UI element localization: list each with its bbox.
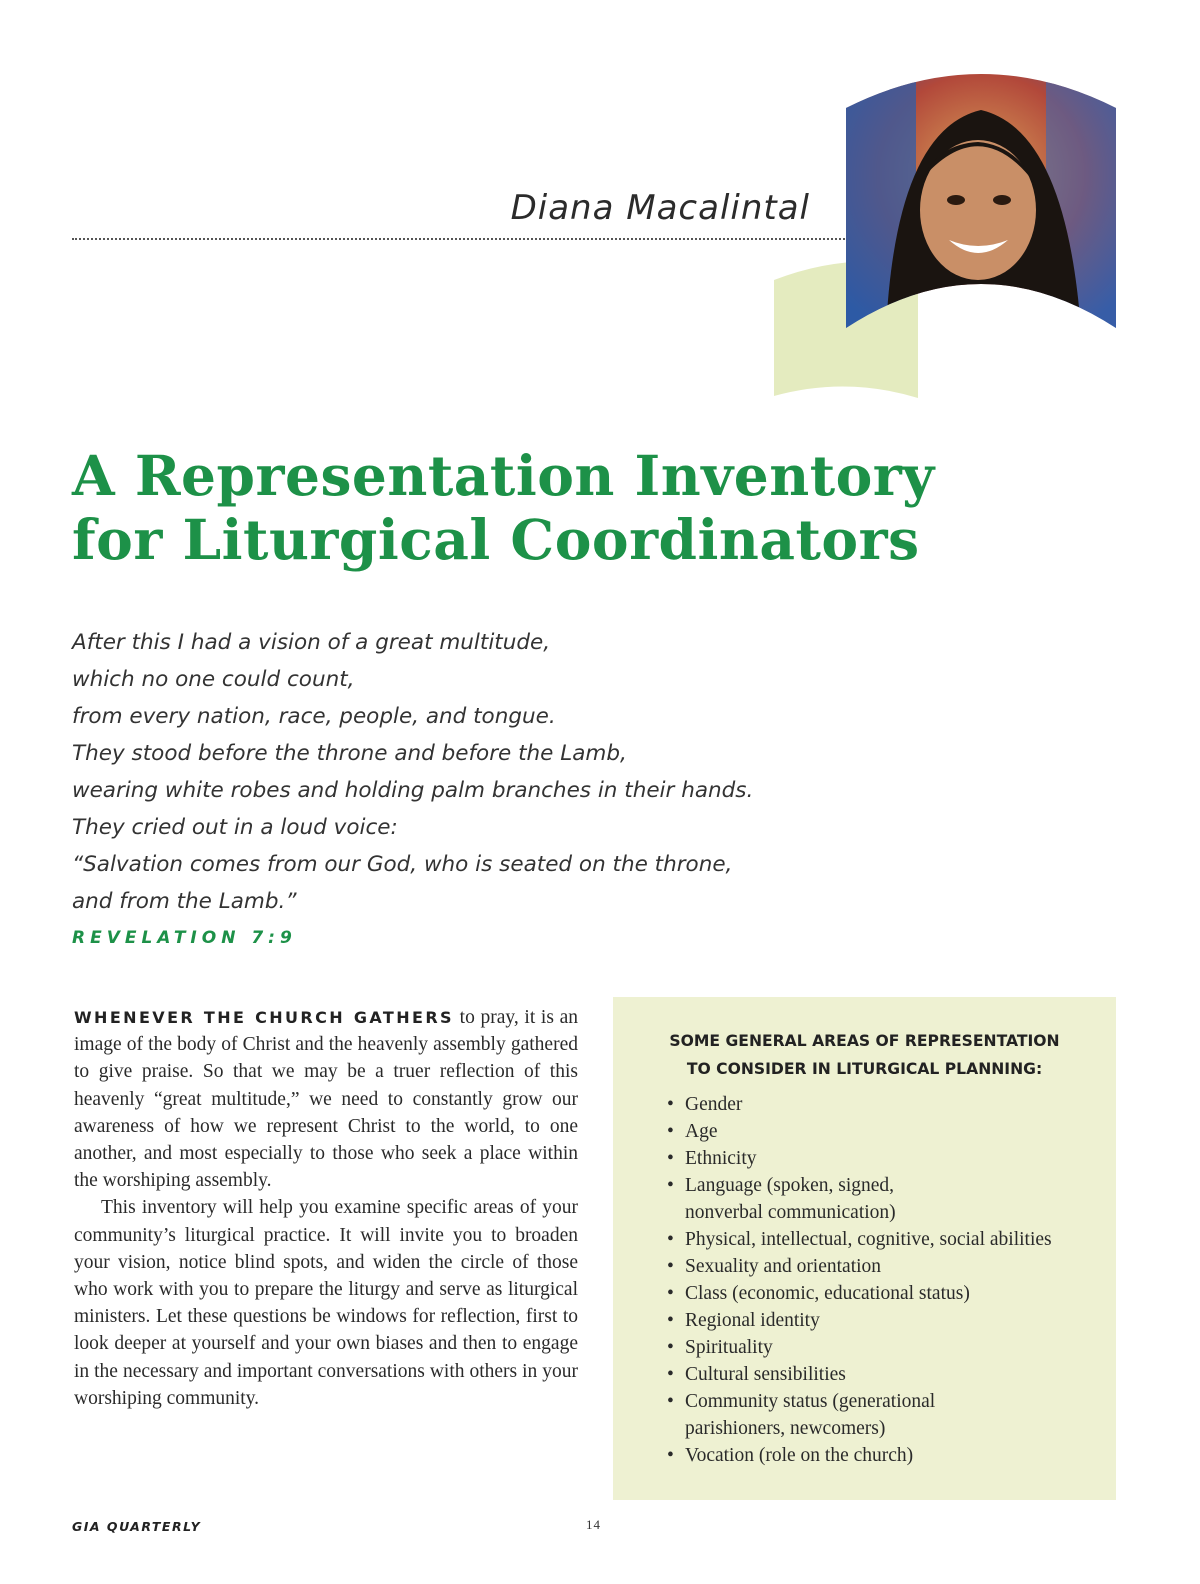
author-portrait [846, 70, 1116, 330]
article-title [72, 444, 972, 572]
epigraph-line: wearing white robes and holding palm branches in their hands. [72, 778, 754, 803]
title-line-1: A Representation Inventory [72, 443, 935, 508]
list-item: • Age [685, 1118, 1052, 1145]
list-item: • Community status (generational parishioners, newcomers) [685, 1388, 965, 1442]
list-item: • Physical, intellectual, cognitive, social abilities [685, 1226, 1052, 1253]
list-item: • Vocation (role on the church) [685, 1442, 1052, 1469]
epigraph-line: which no one could count, [72, 667, 355, 692]
list-item: • Ethnicity [685, 1145, 1052, 1172]
body-paragraph-1 [74, 1004, 578, 1194]
list-item: • Gender [685, 1091, 1052, 1118]
sidebar-heading [613, 1027, 1116, 1083]
sidebar-heading-line-2: TO CONSIDER IN LITURGICAL PLANNING: [686, 1060, 1043, 1078]
lead-in-text: WHENEVER THE CHURCH GATHERS [74, 1008, 454, 1027]
list-item: • Class (economic, educational status) [685, 1280, 1052, 1307]
list-item: • Cultural sensibilities [685, 1361, 1052, 1388]
list-item: • Sexuality and orientation [685, 1253, 1052, 1280]
article-body [74, 1004, 578, 1412]
epigraph-line: and from the Lamb.” [72, 889, 297, 914]
title-line-2: for Liturgical Coordinators [72, 507, 920, 572]
epigraph-line: They cried out in a loud voice: [72, 815, 398, 840]
scripture-epigraph [72, 624, 872, 920]
sidebar-heading-line-1: SOME GENERAL AREAS OF REPRESENTATION [669, 1032, 1060, 1050]
list-item: • Language (spoken, signed, nonverbal communication) [685, 1172, 915, 1226]
dotted-rule [72, 238, 848, 240]
representation-sidebar [613, 997, 1116, 1500]
list-item: • Spirituality [685, 1334, 1052, 1361]
body-paragraph-2: This inventory will help you examine specific areas of your community’s liturgical practice. It will invite you to broaden your vision, notice blind spots, and widen the circle of those who work with you to prepare the liturgy and serve as liturgical ministers. Let these questions be windows for reflection, first to look deeper at yourself and your own biases and then to engage in the necessary and important conversations with others in your worshiping community. [74, 1197, 578, 1409]
epigraph-line: After this I had a vision of a great multitude, [72, 630, 551, 655]
list-item: • Regional identity [685, 1307, 1052, 1334]
paragraph-1-text: to pray, it is an image of the body of Christ and the heavenly assembly gathered to give praise. So that we may be a truer reflection of this heavenly “great multitude,” we need to constantly grow our awareness of how we represent Christ to the world, to one another, and most especially to those who seek a place within the worshiping assembly. [74, 1007, 578, 1192]
epigraph-line: from every nation, race, people, and tongue. [72, 704, 556, 729]
representation-list [685, 1091, 1052, 1469]
publication-name: GIA QUARTERLY [72, 1519, 202, 1534]
page-number: 14 [586, 1517, 601, 1532]
epigraph-line: “Salvation comes from our God, who is seated on the throne, [72, 852, 733, 877]
epigraph-line: They stood before the throne and before the Lamb, [72, 741, 627, 766]
author-name: Diana Macalintal [510, 188, 810, 228]
scripture-citation: REVELATION 7:9 [72, 928, 297, 948]
